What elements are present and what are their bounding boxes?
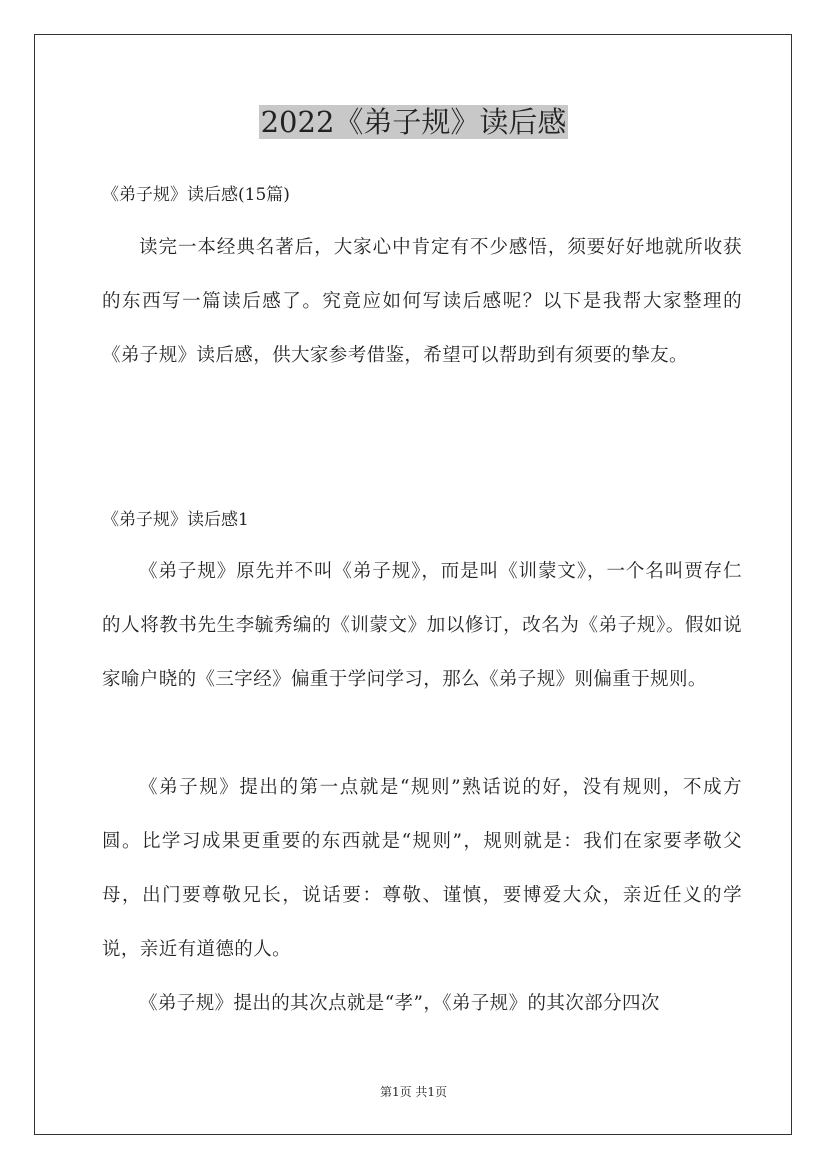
section-heading: 《弟子规》读后感1 [102,510,249,530]
page-number-footer: 第1页 共1页 [379,1085,448,1099]
body-paragraph-1: 《弟子规》原先并不叫《弟子规》，而是叫《训蒙文》，一个名叫贾存仁的人将教书先生李毓秀编的《训蒙文》加以修订，改名为《弟子规》。假如说家喻户晓的《三字经》偏重于学问学习，那么《弟子规》则偏重于规则。 [102,561,742,690]
intro-paragraph: 读完一本经典名著后，大家心中肯定有不少感悟，须要好好地就所收获的东西写一篇读后感了。究竟应如何写读后感呢？以下是我帮大家整理的《弟子规》读后感，供大家参考借鉴，希望可以帮助到有须要的挚友。 [102,237,742,366]
body-paragraph-2: 《弟子规》提出的第一点就是“规则”熟话说的好，没有规则，不成方圆。比学习成果更重要的东西就是“规则”，规则就是：我们在家要孝敬父母，出门要尊敬兄长，说话要：尊敬、谨慎，要博爱大众，亲近任义的学说，亲近有道德的人。 [102,777,742,960]
document-title-text: 2022《弟子规》读后感 [260,105,567,139]
document-subtitle: 《弟子规》读后感(15篇) [102,185,290,205]
document-title [0,102,827,142]
body-paragraph-3: 《弟子规》提出的其次点就是“孝”，《弟子规》的其次部分四次 [139,993,660,1014]
